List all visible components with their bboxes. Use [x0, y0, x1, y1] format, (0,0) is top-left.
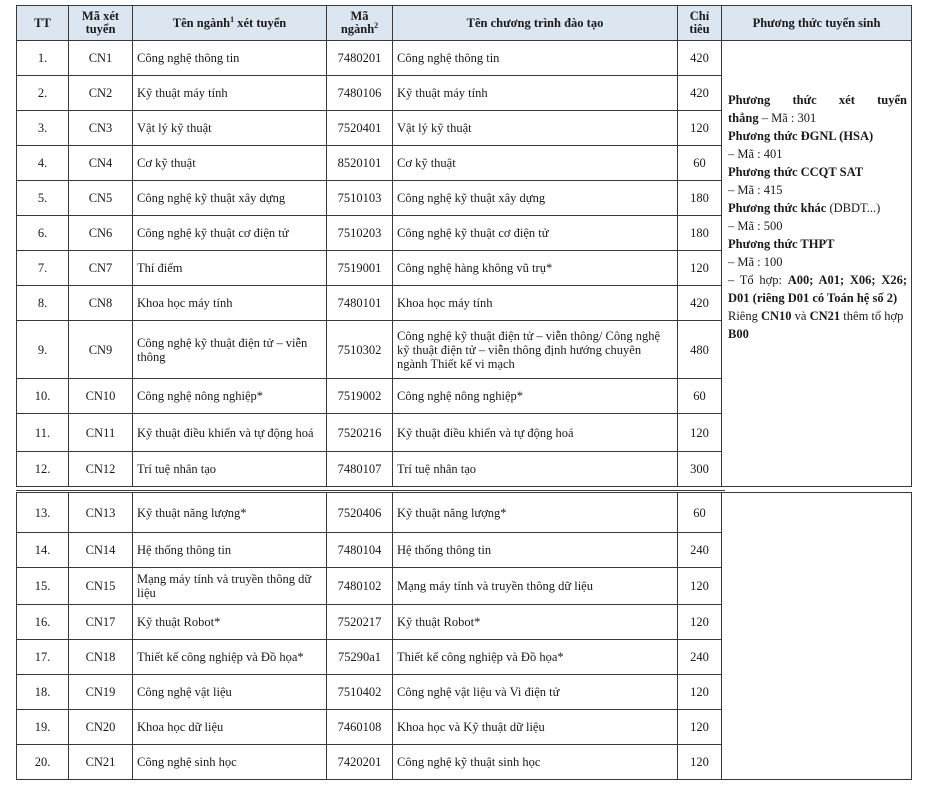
- cell-program-name: Công nghệ kỹ thuật sinh học: [393, 745, 678, 780]
- cell-admission-code: CN10: [69, 379, 133, 414]
- cell-admission-method-continued: [722, 493, 912, 780]
- cell-program-name: Thiết kế công nghiệp và Đồ họa*: [393, 640, 678, 675]
- cell-major-name: Khoa học máy tính: [133, 286, 327, 321]
- cell-tt: 17.: [17, 640, 69, 675]
- cell-admission-code: CN7: [69, 251, 133, 286]
- cell-program-name: Mạng máy tính và truyền thông dữ liệu: [393, 568, 678, 605]
- method-hsa-code: – Mã : 401: [728, 147, 783, 161]
- cell-major-code: 7480201: [327, 41, 393, 76]
- cell-tt: 19.: [17, 710, 69, 745]
- cell-admission-code: CN20: [69, 710, 133, 745]
- header-quota: Chỉ tiêu: [678, 6, 722, 41]
- cell-major-name: Khoa học dữ liệu: [133, 710, 327, 745]
- cell-tt: 3.: [17, 111, 69, 146]
- table-row: [17, 493, 912, 533]
- cell-tt: 20.: [17, 745, 69, 780]
- cell-major-code: 7480106: [327, 76, 393, 111]
- cell-quota: 180: [678, 216, 722, 251]
- cell-quota: 240: [678, 640, 722, 675]
- cell-quota: 60: [678, 493, 722, 533]
- cell-major-code: 75290a1: [327, 640, 393, 675]
- cell-admission-code: CN12: [69, 452, 133, 487]
- cell-major-name: Công nghệ kỹ thuật cơ điện tử: [133, 216, 327, 251]
- cell-tt: 9.: [17, 321, 69, 379]
- method-sat-name: Phương thức CCQT SAT: [728, 165, 864, 179]
- cell-quota: 120: [678, 251, 722, 286]
- cell-program-name: Trí tuệ nhân tạo: [393, 452, 678, 487]
- method-special-cn10: CN10: [760, 309, 792, 323]
- header-major-code: Mã ngành$^2$: [327, 6, 393, 41]
- cell-major-code: 7510103: [327, 181, 393, 216]
- method-special-cn21: CN21: [809, 309, 841, 323]
- method-thpt-code: – Mã : 100: [728, 255, 783, 269]
- cell-major-name: Kỹ thuật máy tính: [133, 76, 327, 111]
- cell-major-code: 7480104: [327, 533, 393, 568]
- cell-tt: 6.: [17, 216, 69, 251]
- cell-program-name: Hệ thống thông tin: [393, 533, 678, 568]
- method-special-prefix: Riêng: [728, 309, 761, 323]
- cell-program-name: Kỹ thuật Robot*: [393, 605, 678, 640]
- cell-program-name: Công nghệ kỹ thuật điện tử – viễn thông/ Công nghệ kỹ thuật điện tử – viễn thông định hướng chuyên ngành Thiết kế vi mạch: [393, 321, 678, 379]
- cell-program-name: Công nghệ hàng không vũ trụ*: [393, 251, 678, 286]
- cell-quota: 420: [678, 41, 722, 76]
- cell-tt: 1.: [17, 41, 69, 76]
- method-sat-code: – Mã : 415: [728, 183, 783, 197]
- header-major-name: Tên ngành$^1$ xét tuyển: [133, 6, 327, 41]
- header-admission-code: Mã xét tuyển: [69, 6, 133, 41]
- header-admission-method: Phương thức tuyển sinh: [722, 6, 912, 41]
- method-combo-prefix: – Tổ hợp:: [728, 273, 788, 287]
- cell-admission-code: CN3: [69, 111, 133, 146]
- cell-major-code: 7520216: [327, 414, 393, 452]
- cell-quota: 60: [678, 146, 722, 181]
- cell-tt: 15.: [17, 568, 69, 605]
- method-direct-name-cont: thẳng: [728, 111, 759, 125]
- cell-tt: 13.: [17, 493, 69, 533]
- cell-major-name: Công nghệ kỹ thuật xây dựng: [133, 181, 327, 216]
- cell-quota: 120: [678, 710, 722, 745]
- cell-program-name: Công nghệ thông tin: [393, 41, 678, 76]
- cell-admission-code: CN18: [69, 640, 133, 675]
- cell-major-code: 7510203: [327, 216, 393, 251]
- cell-major-name: Mạng máy tính và truyền thông dữ liệu: [133, 568, 327, 605]
- cell-major-name: Hệ thống thông tin: [133, 533, 327, 568]
- cell-major-name: Vật lý kỹ thuật: [133, 111, 327, 146]
- cell-major-code: 7519002: [327, 379, 393, 414]
- cell-major-name: Trí tuệ nhân tạo: [133, 452, 327, 487]
- cell-program-name: Vật lý kỹ thuật: [393, 111, 678, 146]
- cell-tt: 18.: [17, 675, 69, 710]
- cell-admission-code: CN19: [69, 675, 133, 710]
- cell-quota: 120: [678, 111, 722, 146]
- table-row: [17, 41, 912, 76]
- cell-major-code: 7520406: [327, 493, 393, 533]
- cell-admission-method: [722, 41, 912, 487]
- cell-major-code: 7510302: [327, 321, 393, 379]
- cell-major-name: Kỹ thuật điều khiển và tự động hoá: [133, 414, 327, 452]
- cell-tt: 2.: [17, 76, 69, 111]
- cell-quota: 480: [678, 321, 722, 379]
- page-seam-line: [16, 490, 725, 491]
- cell-admission-code: CN9: [69, 321, 133, 379]
- cell-major-code: 7520217: [327, 605, 393, 640]
- cell-program-name: Công nghệ kỹ thuật xây dựng: [393, 181, 678, 216]
- method-direct-name: Phương thức xét tuyển: [728, 93, 907, 107]
- cell-admission-code: CN17: [69, 605, 133, 640]
- cell-tt: 14.: [17, 533, 69, 568]
- cell-major-name: Kỹ thuật Robot*: [133, 605, 327, 640]
- header-program-name: Tên chương trình đào tạo: [393, 6, 678, 41]
- cell-quota: 240: [678, 533, 722, 568]
- admission-methods: [728, 91, 907, 343]
- cell-tt: 5.: [17, 181, 69, 216]
- cell-quota: 120: [678, 568, 722, 605]
- header-tt: TT: [17, 6, 69, 41]
- method-direct-code: – Mã : 301: [758, 111, 817, 125]
- cell-program-name: Công nghệ kỹ thuật cơ điện tử: [393, 216, 678, 251]
- cell-major-name: Công nghệ sinh học: [133, 745, 327, 780]
- cell-program-name: Cơ kỹ thuật: [393, 146, 678, 181]
- cell-major-name: Công nghệ nông nghiệp*: [133, 379, 327, 414]
- cell-quota: 60: [678, 379, 722, 414]
- cell-admission-code: CN4: [69, 146, 133, 181]
- cell-quota: 120: [678, 675, 722, 710]
- cell-tt: 12.: [17, 452, 69, 487]
- cell-admission-code: CN11: [69, 414, 133, 452]
- cell-major-code: 7480107: [327, 452, 393, 487]
- cell-quota: 300: [678, 452, 722, 487]
- method-other-code: – Mã : 500: [728, 219, 783, 233]
- cell-major-name: Thí điểm: [133, 251, 327, 286]
- cell-program-name: Công nghệ nông nghiệp*: [393, 379, 678, 414]
- cell-major-code: 7510402: [327, 675, 393, 710]
- cell-tt: 11.: [17, 414, 69, 452]
- cell-major-code: 7480101: [327, 286, 393, 321]
- cell-admission-code: CN15: [69, 568, 133, 605]
- cell-admission-code: CN1: [69, 41, 133, 76]
- method-special-and: và: [791, 309, 810, 323]
- cell-major-name: Công nghệ vật liệu: [133, 675, 327, 710]
- cell-admission-code: CN21: [69, 745, 133, 780]
- cell-tt: 7.: [17, 251, 69, 286]
- method-hsa-name: Phương thức ĐGNL (HSA): [728, 129, 874, 143]
- method-special-b00: B00: [728, 327, 749, 341]
- cell-major-code: 7519001: [327, 251, 393, 286]
- method-combo-list: A00; A01; X06; X26; D01 (riêng D01 có Toán hệ số 2): [728, 273, 907, 305]
- cell-quota: 120: [678, 414, 722, 452]
- admissions-table-top: [16, 5, 912, 487]
- cell-tt: 16.: [17, 605, 69, 640]
- cell-admission-code: CN13: [69, 493, 133, 533]
- cell-major-name: Kỹ thuật năng lượng*: [133, 493, 327, 533]
- cell-major-code: 7420201: [327, 745, 393, 780]
- cell-major-name: Thiết kế công nghiệp và Đồ họa*: [133, 640, 327, 675]
- cell-program-name: Công nghệ vật liệu và Vi điện tử: [393, 675, 678, 710]
- cell-quota: 120: [678, 745, 722, 780]
- cell-program-name: Kỹ thuật điều khiển và tự động hoá: [393, 414, 678, 452]
- cell-major-code: 7520401: [327, 111, 393, 146]
- cell-quota: 120: [678, 605, 722, 640]
- cell-admission-code: CN8: [69, 286, 133, 321]
- method-other-name: Phương thức khác: [728, 201, 827, 215]
- cell-major-code: 7460108: [327, 710, 393, 745]
- cell-quota: 180: [678, 181, 722, 216]
- table-header-row: [17, 6, 912, 41]
- cell-program-name: Kỹ thuật năng lượng*: [393, 493, 678, 533]
- method-special-mid: thêm tổ hợp: [840, 309, 904, 323]
- method-other-note: (DBDT...): [826, 201, 881, 215]
- cell-major-name: Cơ kỹ thuật: [133, 146, 327, 181]
- cell-quota: 420: [678, 286, 722, 321]
- cell-admission-code: CN2: [69, 76, 133, 111]
- cell-admission-code: CN5: [69, 181, 133, 216]
- cell-major-code: 7480102: [327, 568, 393, 605]
- method-thpt-name: Phương thức THPT: [728, 237, 835, 251]
- cell-admission-code: CN6: [69, 216, 133, 251]
- cell-program-name: Kỹ thuật máy tính: [393, 76, 678, 111]
- cell-program-name: Khoa học và Kỹ thuật dữ liệu: [393, 710, 678, 745]
- cell-tt: 4.: [17, 146, 69, 181]
- cell-program-name: Khoa học máy tính: [393, 286, 678, 321]
- cell-major-name: Công nghệ kỹ thuật điện tử – viễn thông: [133, 321, 327, 379]
- cell-major-code: 8520101: [327, 146, 393, 181]
- admissions-table-bottom: [16, 492, 912, 780]
- cell-quota: 420: [678, 76, 722, 111]
- cell-major-name: Công nghệ thông tin: [133, 41, 327, 76]
- cell-admission-code: CN14: [69, 533, 133, 568]
- cell-tt: 10.: [17, 379, 69, 414]
- cell-tt: 8.: [17, 286, 69, 321]
